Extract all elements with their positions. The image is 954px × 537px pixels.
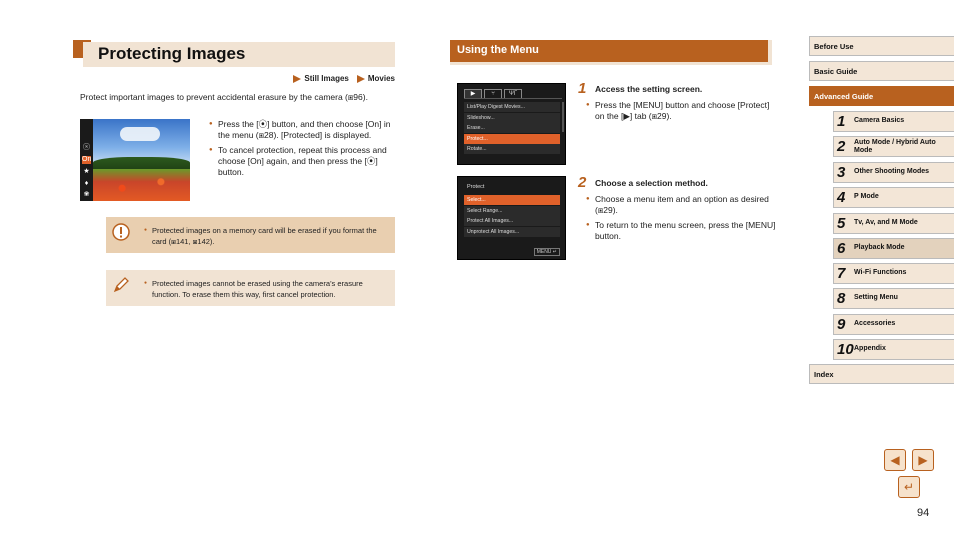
menu-item: Select Range... (464, 206, 560, 216)
chat-icon: ♦ (84, 180, 89, 187)
nav-advanced-guide[interactable]: Advanced Guide (809, 86, 954, 106)
page-nav-buttons (884, 449, 936, 501)
list-item: ● To cancel protection, repeat this process and choose [On] again, and then press the [⦿] button. (209, 145, 394, 178)
nav-basic-guide[interactable]: Basic Guide (809, 61, 954, 81)
print-tab-icon: ⑂ (484, 89, 502, 98)
section-title: Using the Menu (450, 40, 768, 62)
caution-note (106, 217, 395, 253)
photo-menu-icon: ⓢ (83, 144, 90, 151)
list-item: ● To return to the menu screen, press the [MENU] button. (586, 220, 776, 242)
example-photo (80, 119, 190, 201)
memo-text: ● Protected images cannot be erased using the camera’s erasure function. To erase them this way, first cancel protection. (144, 278, 389, 300)
caution-icon (111, 222, 131, 242)
list-item: ● Choose a menu item and an option as desired (⧆29). (586, 194, 776, 216)
menu-item: Slideshow... (464, 113, 560, 123)
nav-chapter-4[interactable]: 4 P Mode (833, 187, 954, 208)
step-heading: Access the setting screen. (595, 84, 703, 94)
screen-title: Protect (467, 184, 485, 190)
menu-list (464, 102, 560, 155)
setup-tab-icon: ΨΓ (504, 89, 522, 98)
section-header (450, 40, 772, 65)
nav-chapter-2[interactable]: 2 Auto Mode / Hybrid Auto Mode (833, 136, 954, 157)
nav-chapter-1[interactable]: 1 Camera Basics (833, 111, 954, 132)
mode-movies: Movies (357, 74, 395, 83)
menu-tabs (464, 89, 562, 99)
playback-tab-icon: ▶ (464, 89, 482, 98)
list-item: ● Press the [MENU] button and choose [Protect] on the [▶] tab (⧆29). (586, 100, 776, 122)
page-title: Protecting Images (98, 44, 246, 63)
people-icon: ❀ (83, 191, 90, 198)
caution-text: ● Protected images on a memory card will be erased if you format the card (⧆141, ⧆142). (144, 225, 389, 247)
list-item: ● Press the [⦿] button, and then choose [On] in the menu (⧆28). [Protected] is displayed. (209, 119, 394, 141)
memo-note (106, 270, 395, 306)
nav-chapter-3[interactable]: 3 Other Shooting Modes (833, 162, 954, 183)
page-number: 94 (917, 507, 930, 519)
page-title-block (73, 40, 395, 67)
camera-screen-protect (457, 176, 566, 260)
nav-chapter-6[interactable]: 6 Playback Mode (833, 238, 954, 259)
nav-index[interactable]: Index (809, 364, 954, 384)
menu-item: Unprotect All Images... (464, 227, 560, 237)
menu-item: Erase... (464, 123, 560, 133)
menu-back-icon: MENU ↵ (534, 248, 560, 256)
nav-chapter-8[interactable]: 8 Setting Menu (833, 288, 954, 309)
nav-chapter-5[interactable]: 5 Tv, Av, and M Mode (833, 213, 954, 234)
menu-item: Protect All Images... (464, 216, 560, 226)
arrow-icon (357, 75, 365, 83)
nav-chapter-10[interactable]: 10 Appendix (833, 339, 954, 360)
next-page-icon[interactable]: ▶ (912, 449, 934, 471)
pencil-icon (111, 275, 131, 295)
instruction-list (209, 119, 394, 182)
prev-page-icon[interactable]: ◀ (884, 449, 906, 471)
scrollbar (562, 102, 564, 132)
menu-item: List/Play Digest Movies... (464, 102, 560, 112)
step-number: 1 (578, 80, 587, 97)
step-heading: Choose a selection method. (595, 178, 708, 188)
protect-option-list (464, 195, 560, 237)
mode-still-images: Still Images (293, 74, 348, 83)
intro-text: Protect important images to prevent accidental erasure by the camera (⧆96). (80, 92, 368, 102)
menu-item-selected: Protect... (464, 134, 560, 144)
nav-before-use[interactable]: Before Use (809, 36, 954, 56)
nav-chapter-9[interactable]: 9 Accessories (833, 314, 954, 335)
camera-screen-menu (457, 83, 566, 165)
step-number: 2 (578, 174, 587, 191)
star-icon: ★ (83, 168, 90, 175)
mode-row (293, 74, 395, 83)
nav-chapter-7[interactable]: 7 Wi-Fi Functions (833, 263, 954, 284)
arrow-icon (293, 75, 301, 83)
menu-item-selected: Select... (464, 195, 560, 205)
menu-item: Rotate... (464, 144, 560, 154)
back-icon[interactable]: ↵ (898, 476, 920, 498)
protect-icon: On (82, 156, 92, 163)
